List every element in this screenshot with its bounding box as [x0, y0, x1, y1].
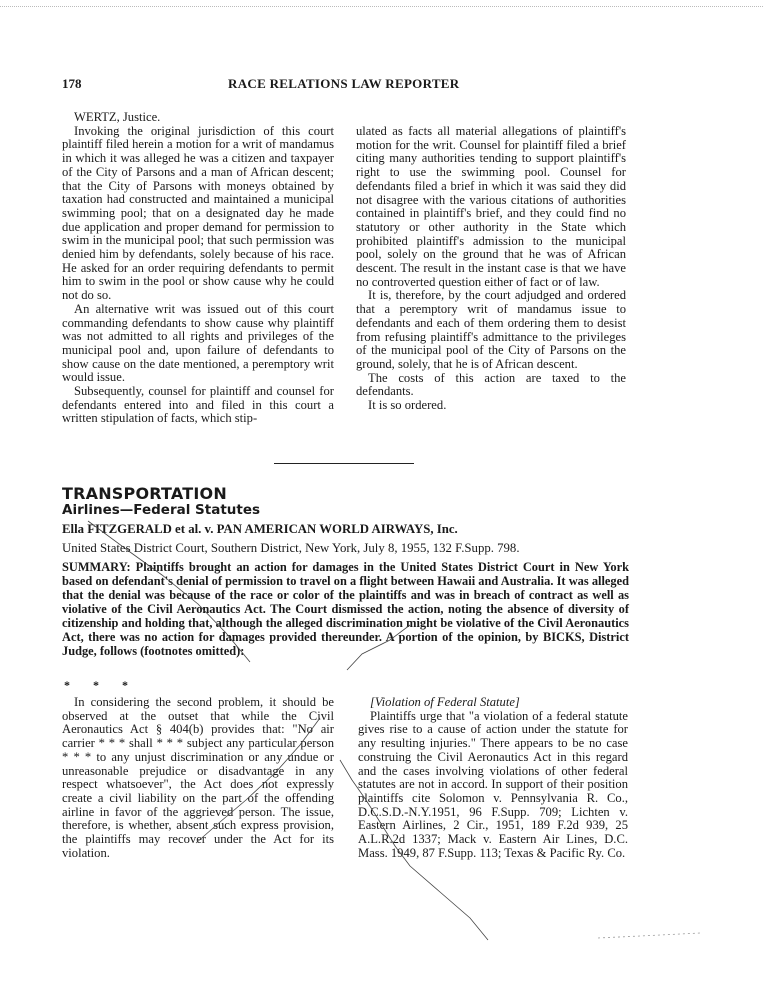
- opinion-right-column: [356, 125, 626, 413]
- opinion-paragraph: It is, therefore, by the court adjudged and ordered that a peremptory writ of mandamus issue to defendants and each of them ordering them to desist from refusing plaintiff's admittance to the privileges of the municipal pool of the City of Parsons on the ground, solely, that he is of African descent.: [356, 288, 626, 371]
- case-caption: Ella FITZGERALD et al. v. PAN AMERICAN WORLD AIRWAYS, Inc.: [62, 522, 458, 536]
- opinion-paragraph: An alternative writ was issued out of this court commanding defendants to show cause why plaintiff was not admitted to all rights and privileges of the municipal pool and, upon failure of defendants to show cause on the date mentioned, a peremptory writ would issue.: [62, 301, 334, 385]
- opinion-paragraph: ulated as facts all material allegations of plaintiff's motion for the writ. Counsel for plaintiff filed a brief citing many authorities tending to support plaintiff's right to use the swimming pool. Counsel for defendants filed a brief in which it was said they did not disagree with the various citations of authorities contained in plaintiff's brief, and they could find no statutory or other authority in the State which prohibited plaintiff's admission to the municipal pool, solely on the ground that he was of African descent. The result in the instant case is that we have no controverted question either of fact or of law.: [356, 124, 626, 289]
- opinion-paragraph: Invoking the original jurisdiction of this court plaintiff filed herein a motion for a writ of mandamus in which it was alleged he was a citizen and taxpayer of the City of Parsons and a man of African descent; that the City of Parsons with moneys obtained by taxation had constructed and maintained a municipal swimming pool; that on a designated day he made due application and proper demand for permission to swim in the municipal pool; that such permission was denied him by defendants, solely because of his race. He asked for an order requiring defendants to permit him to swim in the pool or show cause why he could not do so.: [62, 123, 334, 303]
- court-citation: United States District Court, Southern District, New York, July 8, 1955, 132 F.Supp. 798.: [62, 541, 520, 555]
- subheading: [Violation of Federal Statute]: [370, 695, 520, 709]
- opinion-paragraph: Subsequently, counsel for plaintiff and counsel for defendants entered into and filed in this court a written stipulation of facts, which stip-: [62, 384, 334, 426]
- case-summary: SUMMARY: Plaintiffs brought an action for damages in the United States District Court in New York based on defendant's denial of permission to travel on a flight between Hawaii and Australia. It was alleged that the denial was because of the race or color of the plaintiffs and was in breach of contract as well as violative of the Civil Aeronautics Act. The Court dismissed the action, noting the absence of diversity of citizenship and holding that, although the alleged discrimination might be violative of the Civil Aeronautics Act, there was no action for damages provided thereunder. A portion of the opinion, by BICKS, District Judge, follows (footnotes omitted):: [62, 560, 629, 658]
- judge-name: WERTZ, Justice.: [74, 110, 161, 124]
- excerpt-left-column: [62, 696, 334, 860]
- section-title: TRANSPORTATION: [62, 484, 227, 503]
- excerpt-paragraph: In considering the second problem, it should be observed at the outset that while the Civil Aeronautics Act § 404(b) provides that: "No air carrier * * * shall * * * subject any particular person * * * to any unjust discrimination or any undue or unreasonable prejudice or disadvantage in any respect whatsoever", the Act does not expressly create a civil liability on the part of the offending airline in favor of the aggrieved person. The issue, therefore, is whether, absent such express provision, the plaintiffs may recover under the Act for its violation.: [62, 695, 334, 860]
- running-header: RACE RELATIONS LAW REPORTER: [228, 76, 460, 91]
- opinion-left-column: [62, 111, 334, 426]
- excerpt-paragraph: Plaintiffs urge that "a violation of a federal statute gives rise to a cause of action under the statute for any resulting injuries." There appears to be no case construing the Civil Aeronautics Act in this regard and the cases involving violations of other federal statutes are not in accord. In support of their position plaintiffs cite Solomon v. Pennsylvania R. Co., D.C.S.D.-N.Y.1951, 96 F.Supp. 709; Lichten v. Eastern Airlines, 2 Cir., 1951, 189 F.2d 939, 25 A.L.R.2d 1337; Mack v. Eastern Air Lines, D.C. Mass. 1949, 87 F.Supp. 113; Texas & Pacific Ry. Co.: [358, 708, 628, 860]
- page-number: 178: [62, 76, 82, 91]
- opinion-paragraph: The costs of this action are taxed to the defendants.: [356, 370, 626, 399]
- pen-stroke: [598, 933, 700, 938]
- excerpt-right-column: [358, 696, 628, 860]
- section-divider: [274, 463, 414, 464]
- section-subtitle: Airlines—Federal Statutes: [62, 502, 261, 518]
- scan-top-edge: [0, 6, 763, 7]
- opinion-paragraph: It is so ordered.: [368, 398, 447, 413]
- ellipsis-stars: * * *: [64, 678, 138, 692]
